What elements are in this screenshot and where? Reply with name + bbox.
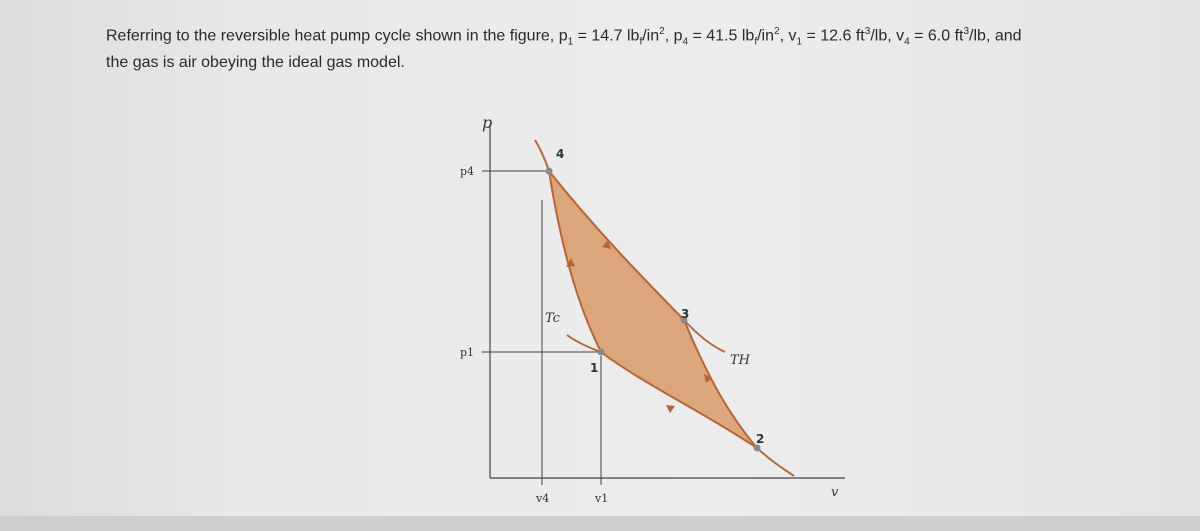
cycle-area <box>549 171 757 448</box>
problem-intro: Referring to the reversible heat pump cycle shown in the figure, <box>106 27 559 45</box>
x-axis-label: v <box>831 485 839 500</box>
problem-statement: Referring to the reversible heat pump cycle shown in the figure, $p_1 = 14.7$ $lb_f/in^2$, $p_4 = 41.5$ $lb_f/in^2$, $v_1 = 12.6$ $ft^3/lb$, $v_4 = 6.0$ $ft^3/lb$, and the gas is air obeying the ideal gas model. <box>106 26 1022 71</box>
p1-symbol: p <box>558 27 568 45</box>
state-label-3: 3 <box>681 307 690 321</box>
p4-symbol: p <box>673 27 683 45</box>
tc-isotherm <box>535 140 549 171</box>
bottom-strip <box>0 516 1200 531</box>
state-label-1: 1 <box>590 361 599 375</box>
tc-label: Tc <box>545 311 560 326</box>
th-isotherm-lower <box>757 448 794 476</box>
state-point-1 <box>598 349 605 356</box>
v4-symbol: v <box>896 27 905 45</box>
arrow-2-to-1 <box>666 405 675 413</box>
p4-tick-label: p4 <box>460 165 475 178</box>
state-point-4 <box>546 168 553 175</box>
v1-tick-label: v1 <box>595 492 609 505</box>
v4-tick-label: v4 <box>536 492 550 505</box>
state-label-4: 4 <box>556 147 565 161</box>
p1-tick-label: p1 <box>460 346 475 359</box>
state-label-2: 2 <box>756 432 765 446</box>
v1-symbol: v <box>788 27 797 45</box>
y-axis-label: p <box>482 113 493 132</box>
problem-line-2: the gas is air obeying the ideal gas model. <box>106 53 405 71</box>
th-label: TH <box>730 353 751 368</box>
